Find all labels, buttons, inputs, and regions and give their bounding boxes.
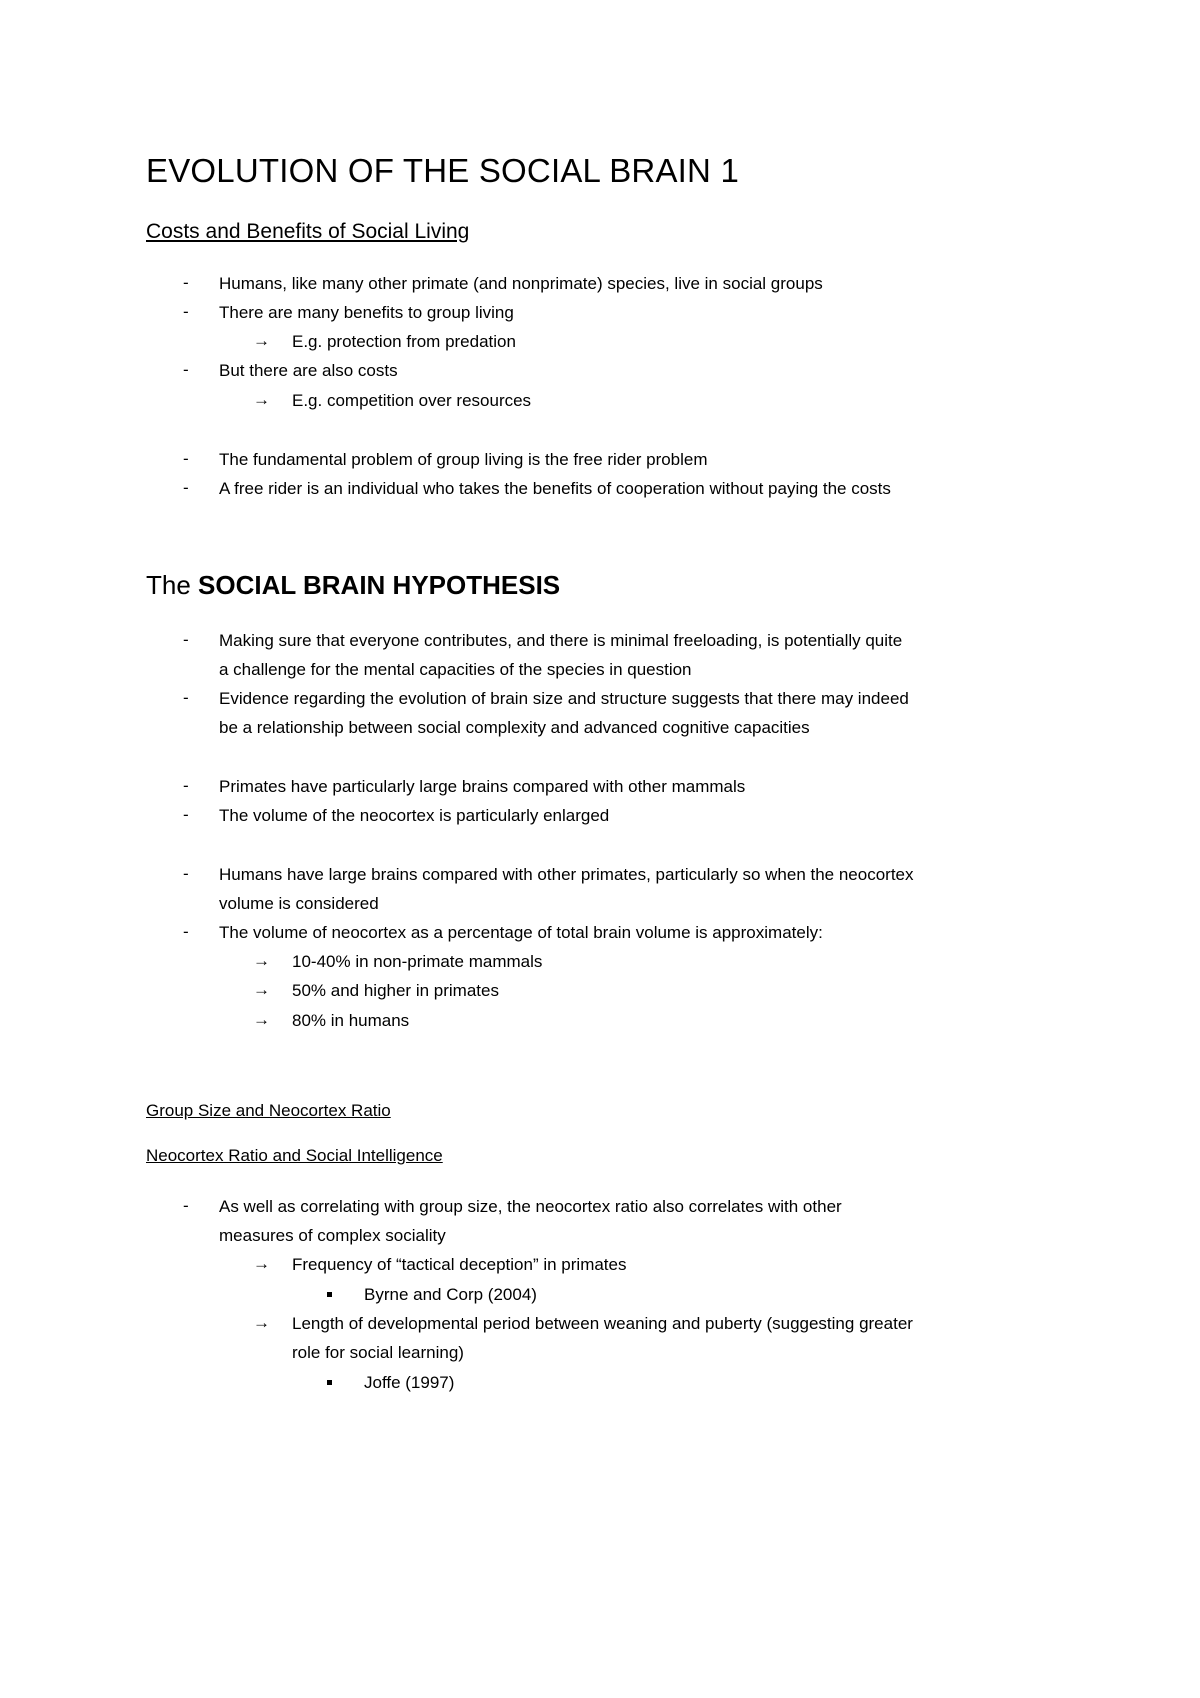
list-item: 80% in humans: [292, 1011, 410, 1030]
section-heading-costs-benefits: Costs and Benefits of Social Living: [146, 220, 470, 243]
list-item: E.g. competition over resources: [292, 391, 532, 410]
bullet-dash: -: [183, 805, 189, 824]
list-item: E.g. protection from predation: [292, 332, 516, 351]
bullet-dash: -: [183, 922, 189, 941]
bullet-dash: -: [183, 360, 189, 379]
list-item: 50% and higher in primates: [292, 981, 499, 1000]
bullet-dash: -: [183, 688, 189, 707]
bullet-dash: -: [183, 449, 189, 468]
list-item: Humans, like many other primate (and nonprimate) species, live in social groups: [219, 274, 823, 293]
bullet-dash: -: [183, 1196, 189, 1215]
list-item: Humans have large brains compared with other primates, particularly so when the neocortex: [219, 865, 914, 884]
list-item-continuation: a challenge for the mental capacities of the species in question: [219, 660, 692, 679]
arrow-bullet-icon: →: [253, 1010, 270, 1029]
list-item-continuation: volume is considered: [219, 894, 379, 913]
heading-prefix: The: [146, 570, 199, 600]
arrow-bullet-icon: →: [253, 1254, 270, 1273]
list-item: Evidence regarding the evolution of brain size and structure suggests that there may indeed: [219, 689, 909, 708]
square-bullet-icon: [327, 1292, 332, 1297]
section-heading-neocortex-intelligence: Neocortex Ratio and Social Intelligence: [146, 1146, 443, 1165]
arrow-bullet-icon: →: [253, 390, 270, 409]
section-heading-group-size: Group Size and Neocortex Ratio: [146, 1101, 391, 1120]
arrow-bullet-icon: →: [253, 1313, 270, 1332]
heading-bold: SOCIAL BRAIN HYPOTHESIS: [198, 570, 561, 600]
document-title: EVOLUTION OF THE SOCIAL BRAIN 1: [146, 152, 739, 189]
section-heading-social-brain: [146, 570, 560, 601]
list-item: The fundamental problem of group living is the free rider problem: [219, 450, 708, 469]
list-item: As well as correlating with group size, the neocortex ratio also correlates with other: [219, 1197, 842, 1216]
list-item: The volume of neocortex as a percentage of total brain volume is approximately:: [219, 923, 823, 942]
list-item-continuation: measures of complex sociality: [219, 1226, 446, 1245]
bullet-dash: -: [183, 273, 189, 292]
arrow-bullet-icon: →: [253, 980, 270, 999]
arrow-bullet-icon: →: [253, 331, 270, 350]
list-item-continuation: role for social learning): [292, 1343, 464, 1362]
list-item: Primates have particularly large brains compared with other mammals: [219, 777, 746, 796]
list-item: There are many benefits to group living: [219, 303, 514, 322]
square-bullet-icon: [327, 1380, 332, 1385]
bullet-dash: -: [183, 776, 189, 795]
list-item-continuation: be a relationship between social complexity and advanced cognitive capacities: [219, 718, 810, 737]
list-item: A free rider is an individual who takes the benefits of cooperation without paying the costs: [219, 479, 891, 498]
list-item: But there are also costs: [219, 361, 398, 380]
bullet-dash: -: [183, 478, 189, 497]
bullet-dash: -: [183, 630, 189, 649]
bullet-dash: -: [183, 302, 189, 321]
list-item: Making sure that everyone contributes, and there is minimal freeloading, is potentially quite: [219, 631, 903, 650]
list-item: Frequency of “tactical deception” in primates: [292, 1255, 627, 1274]
list-item: Joffe (1997): [364, 1373, 455, 1392]
list-item: Byrne and Corp (2004): [364, 1285, 537, 1304]
list-item: The volume of the neocortex is particularly enlarged: [219, 806, 610, 825]
list-item: Length of developmental period between weaning and puberty (suggesting greater: [292, 1314, 913, 1333]
list-item: 10-40% in non-primate mammals: [292, 952, 543, 971]
bullet-dash: -: [183, 864, 189, 883]
arrow-bullet-icon: →: [253, 951, 270, 970]
